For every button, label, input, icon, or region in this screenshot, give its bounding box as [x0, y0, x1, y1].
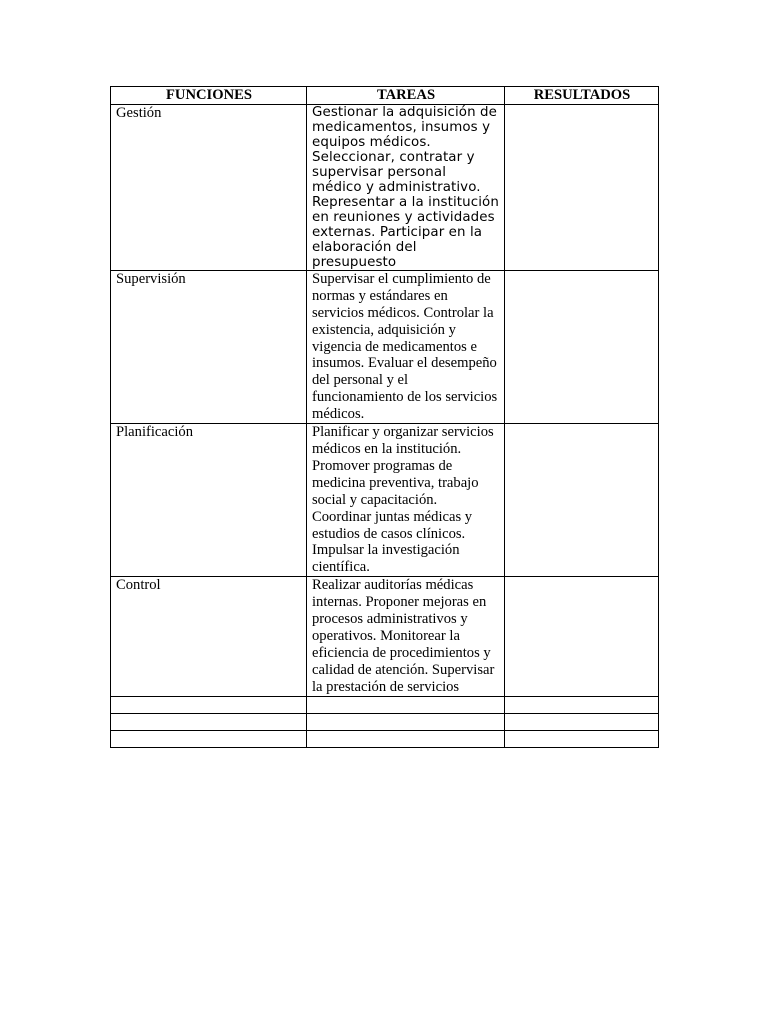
table-row [111, 577, 659, 696]
resultados-cell [505, 424, 659, 577]
tareas-cell: Gestionar la adquisición de medicamentos, insumos y equipos médicos. Seleccionar, contratar y supervisar personal médico y administrativo. Representar a la institución en reuniones y actividades externas. Participar en la elaboración del presupuesto [307, 104, 505, 270]
table-row [111, 424, 659, 577]
table-row [111, 104, 659, 270]
empty-cell [307, 730, 505, 747]
resultados-cell [505, 104, 659, 270]
empty-cell [505, 713, 659, 730]
funcion-cell: Planificación [111, 424, 307, 577]
header-funciones: FUNCIONES [111, 87, 307, 105]
header-tareas: TAREAS [307, 87, 505, 105]
header-resultados: RESULTADOS [505, 87, 659, 105]
table-header-row [111, 87, 659, 105]
empty-cell [111, 696, 307, 713]
funcion-cell: Control [111, 577, 307, 696]
empty-cell [307, 696, 505, 713]
tareas-cell: Supervisar el cumplimiento de normas y estándares en servicios médicos. Controlar la existencia, adquisición y vigencia de medicamentos e insumos. Evaluar el desempeño del personal y el funcionamiento de los servicios médicos. [307, 270, 505, 423]
empty-cell [505, 730, 659, 747]
functions-table [110, 86, 659, 748]
empty-table-row [111, 730, 659, 747]
funcion-cell: Supervisión [111, 270, 307, 423]
resultados-cell [505, 577, 659, 696]
funcion-cell: Gestión [111, 104, 307, 270]
tareas-cell: Realizar auditorías médicas internas. Proponer mejoras en procesos administrativos y operativos. Monitorear la eficiencia de procedimientos y calidad de atención. Supervisar la prestación de servicios [307, 577, 505, 696]
empty-cell [111, 730, 307, 747]
resultados-cell [505, 270, 659, 423]
empty-cell [505, 696, 659, 713]
empty-cell [111, 713, 307, 730]
empty-table-row [111, 696, 659, 713]
table-row [111, 270, 659, 423]
empty-table-row [111, 713, 659, 730]
tareas-cell: Planificar y organizar servicios médicos en la institución. Promover programas de medicina preventiva, trabajo social y capacitación. Coordinar juntas médicas y estudios de casos clínicos. Impulsar la investigación científica. [307, 424, 505, 577]
empty-cell [307, 713, 505, 730]
